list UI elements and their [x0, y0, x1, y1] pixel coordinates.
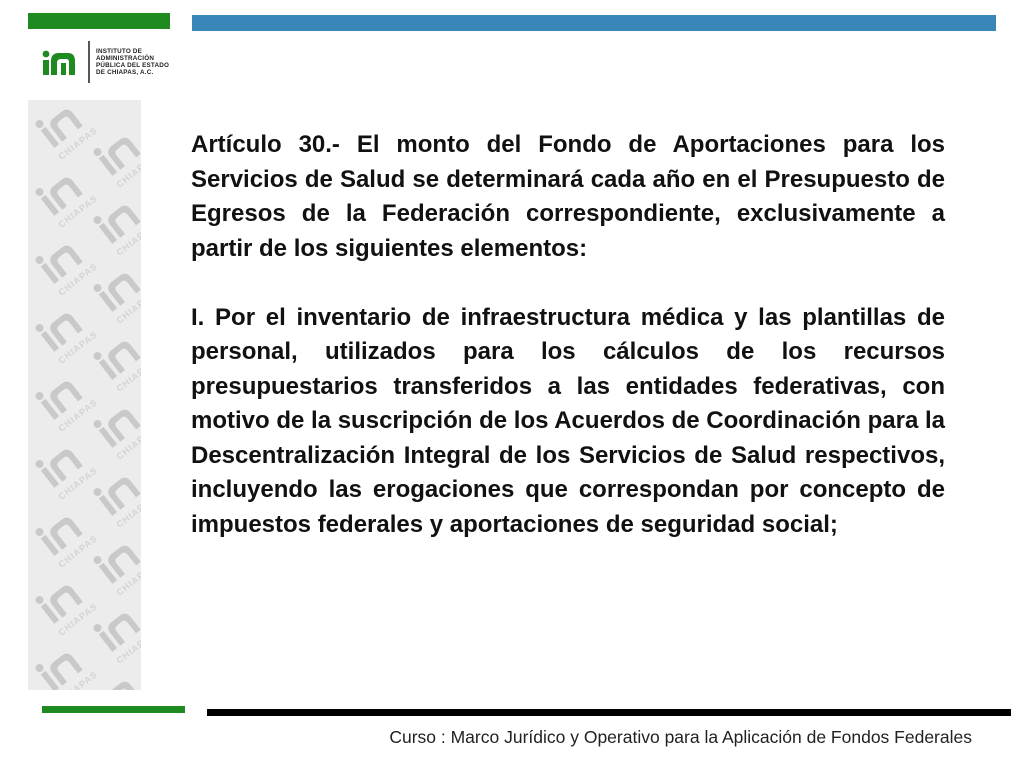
institute-name-line: DE CHIAPAS, A.C. [96, 69, 154, 77]
article-heading-paragraph: Artículo 30.- El monto del Fondo de Aportaciones para los Servicios de Salud se determinará cada año en el Presupuesto de Egresos de la Federación correspondiente, exclusivamente a partir de los siguientes elementos: [191, 131, 945, 262]
side-watermark-pattern [28, 100, 141, 690]
bottom-green-bar [42, 706, 185, 713]
course-label: Curso : [389, 727, 451, 747]
top-green-bar [28, 13, 170, 29]
article-text [191, 128, 945, 542]
institute-name [96, 48, 169, 77]
iap-logo-mark [42, 47, 80, 77]
article-item-paragraph: I. Por el inventario de infraestructura médica y las plantillas de personal, utilizados para los cálculos de los recursos presupuestarios transferidos a las entidades federativas, con motivo de la suscripción de los Acuerdos de Coordinación para la Descentralización Integral de los Servicios de Salud respectivos, incluyendo las erogaciones que correspondan por concepto de impuestos federales y aportaciones de seguridad social; [191, 303, 945, 538]
institute-name-line: PÚBLICA DEL ESTADO [96, 62, 170, 69]
top-blue-bar [192, 15, 996, 31]
logo-divider [88, 41, 90, 83]
course-footer [389, 727, 972, 748]
course-title: Marco Jurídico y Operativo para la Aplicación de Fondos Federales [450, 727, 972, 747]
bottom-black-bar [207, 709, 1011, 716]
watermark-svg [28, 100, 141, 690]
institute-name-line: INSTITUTO DE [96, 47, 143, 55]
institute-name-line: ADMINISTRACIÓN [96, 54, 155, 62]
institute-logo [42, 40, 169, 84]
